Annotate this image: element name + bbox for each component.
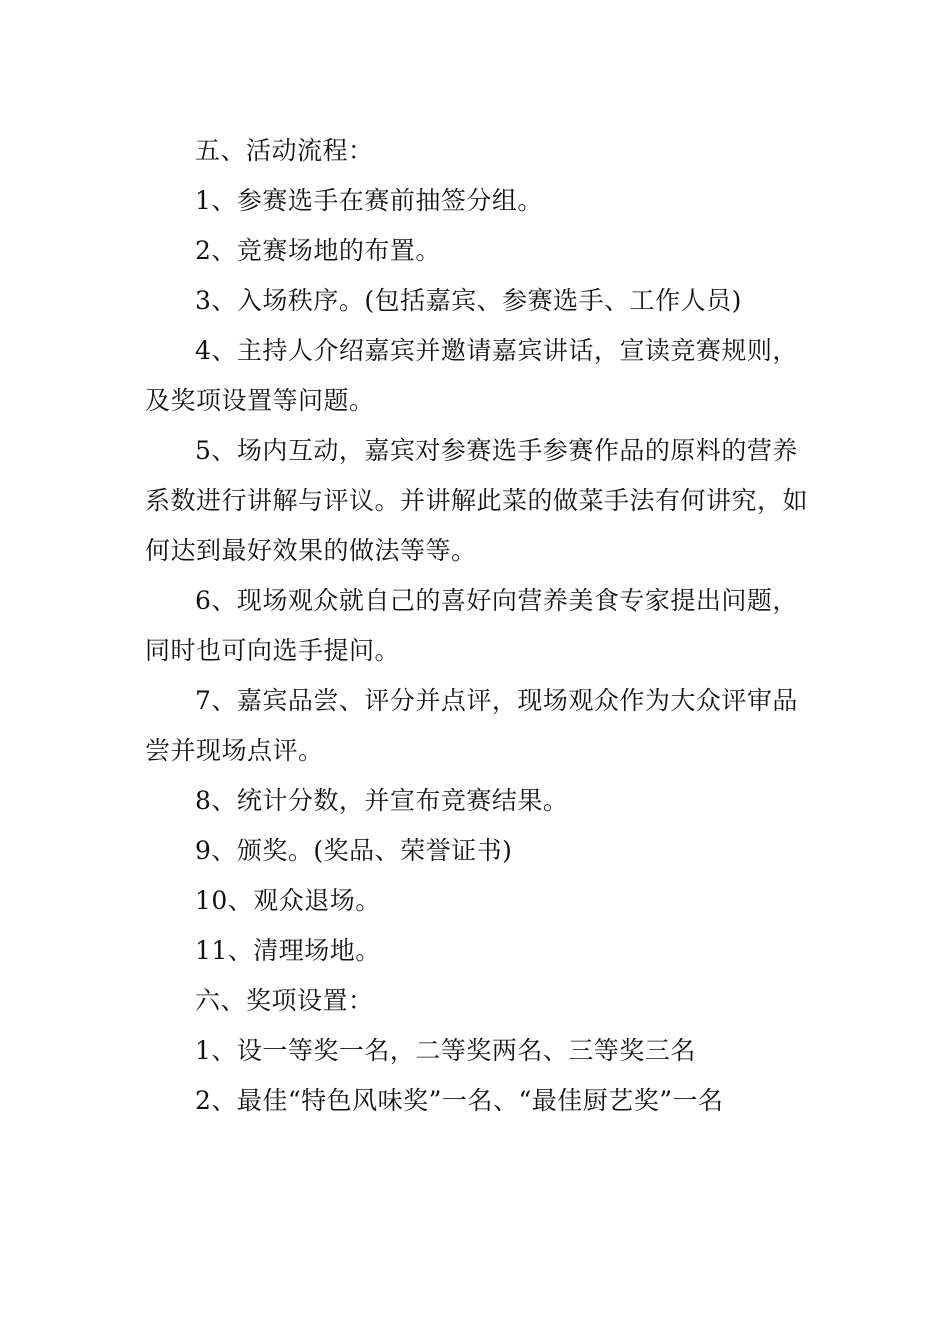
process-step-4: 4、主持人介绍嘉宾并邀请嘉宾讲话，宣读竞赛规则，及奖项设置等问题。 [145,336,798,415]
process-step-11: 11、清理场地。 [195,936,381,965]
process-step-3: 3、入场秩序。(包括嘉宾、参赛选手、工作人员) [195,286,742,315]
process-step-1: 1、参赛选手在赛前抽签分组。 [195,186,543,215]
process-step-9: 9、颁奖。(奖品、荣誉证书) [195,836,513,865]
award-item-2: 2、最佳“特色风味奖”一名、“最佳厨艺奖”一名 [195,1086,724,1115]
process-step-5: 5、场内互动，嘉宾对参赛选手参赛作品的原料的营养系数进行讲解与评议。并讲解此菜的做菜手法有何讲究，如何达到最好效果的做法等等。 [145,436,809,565]
process-step-7: 7、嘉宾品尝、评分并点评，现场观众作为大众评审品尝并现场点评。 [145,686,798,765]
process-step-6: 6、现场观众就自己的喜好向营养美食专家提出问题，同时也可向选手提问。 [145,586,798,665]
document-body [145,126,815,1126]
process-step-10: 10、观众退场。 [195,886,381,915]
award-item-1: 1、设一等奖一名，二等奖两名、三等奖三名 [195,1036,696,1065]
process-step-8: 8、统计分数，并宣布竞赛结果。 [195,786,569,815]
section-heading-process: 五、活动流程： [195,136,374,165]
process-step-2: 2、竞赛场地的布置。 [195,236,441,265]
section-heading-awards: 六、奖项设置： [195,986,374,1015]
